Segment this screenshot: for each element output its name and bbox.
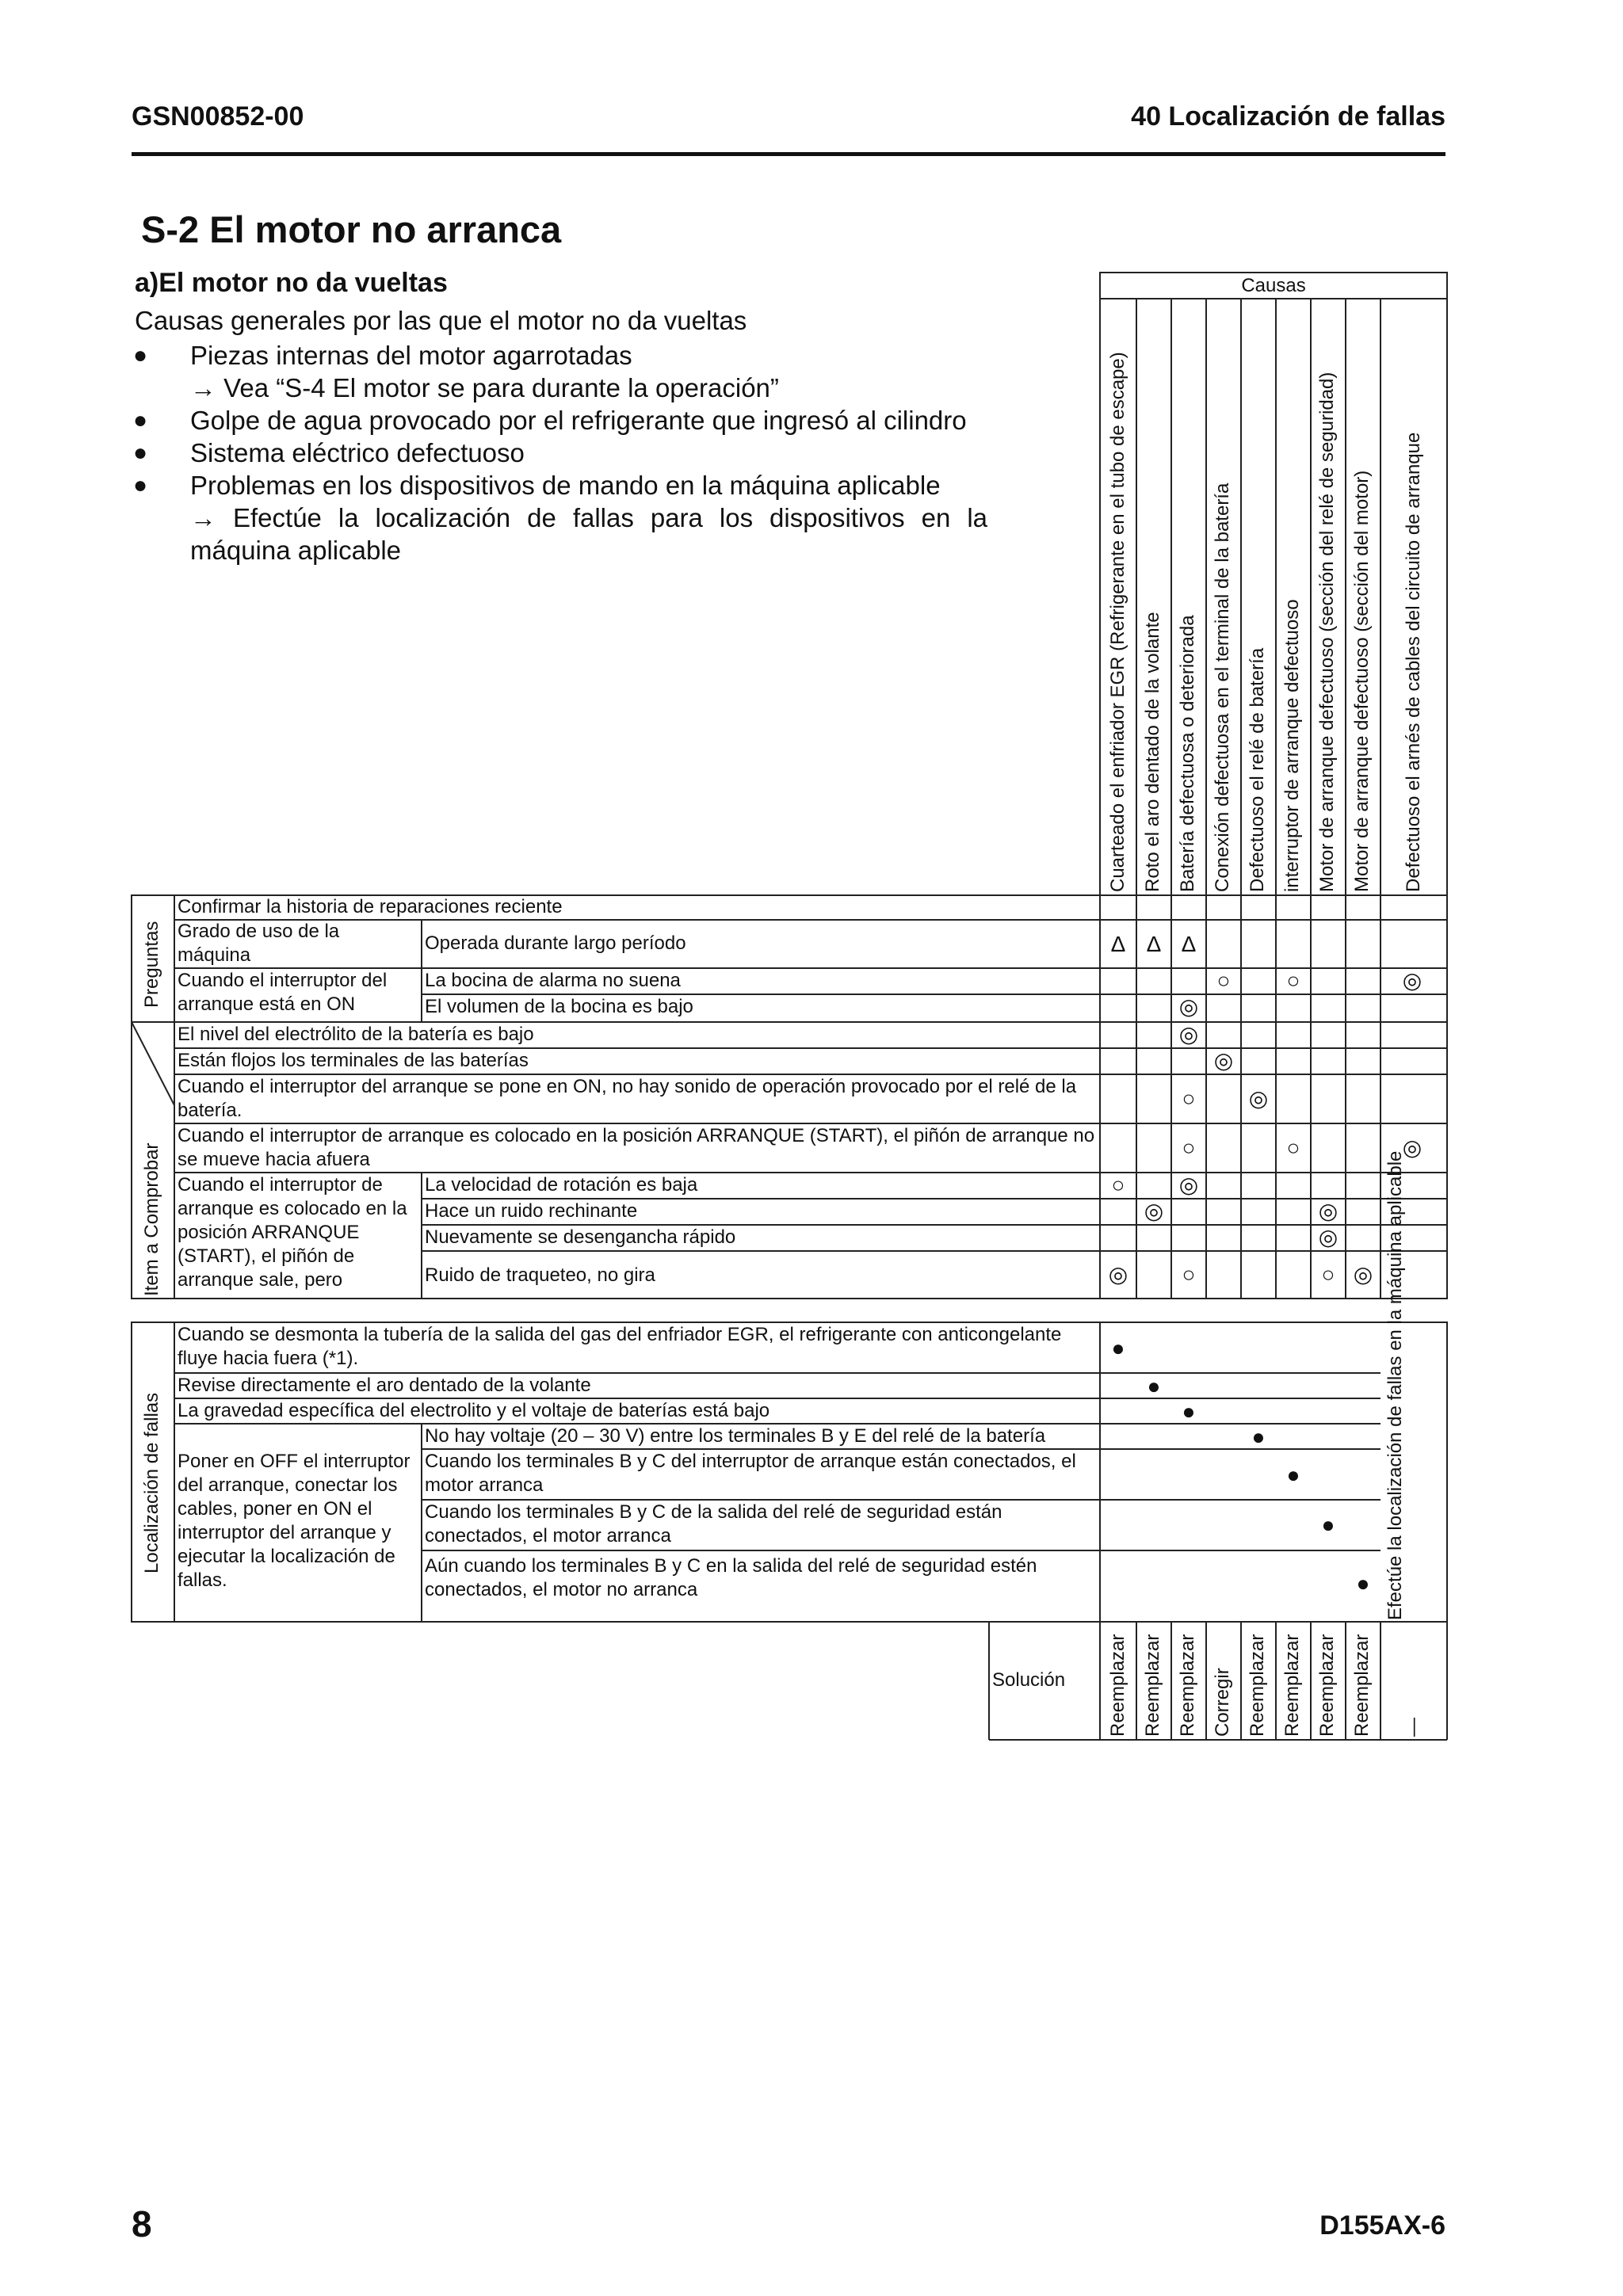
cause-label: Motor de arranque defectuoso (sección del motor) <box>1351 470 1373 892</box>
double-circle-icon: ◎ <box>1402 968 1423 993</box>
model-name: D155AX-6 <box>1319 2210 1445 2241</box>
bullet-text: Piezas internas del motor agarrotadas <box>190 341 632 370</box>
dot-icon: ● <box>1182 1399 1196 1424</box>
question-machine-usage-value: Operada durante largo período <box>425 933 686 954</box>
solution-value: Reemplazar <box>1281 1634 1303 1737</box>
bullet-icon: ● <box>133 472 148 498</box>
bullet-icon: ● <box>133 440 148 466</box>
triangle-icon: Δ <box>1110 932 1126 956</box>
troubleshoot-battery-voltage: La gravedad específica del electrolito y el voltaje de baterías está bajo <box>178 1400 770 1421</box>
double-circle-icon: ◎ <box>1213 1048 1234 1073</box>
dot-icon: ● <box>1147 1374 1161 1398</box>
intro-text: Causas generales por las que el motor no da vueltas <box>135 306 747 335</box>
document-code: GSN00852-00 <box>132 101 304 132</box>
solution-value: Reemplazar <box>1177 1634 1198 1737</box>
cause-label: Conexión defectuosa en el terminal de la batería <box>1212 482 1233 892</box>
cause-label: Roto el aro dentado de la volante <box>1142 612 1163 892</box>
bullet-text: Problemas en los dispositivos de mando en la máquina aplicable <box>190 471 941 500</box>
triangle-icon: Δ <box>1146 932 1162 956</box>
section-title: 40 Localización de fallas <box>1131 101 1445 132</box>
circle-icon: ○ <box>1182 1262 1196 1287</box>
solution-value: Reemplazar <box>1316 1634 1338 1737</box>
solution-value: — <box>1403 1718 1424 1737</box>
double-circle-icon: ◎ <box>1178 1173 1199 1197</box>
page-title: S-2 El motor no arranca <box>141 208 562 250</box>
questions-section-label: Preguntas <box>141 921 162 1008</box>
solution-value: Corregir <box>1212 1668 1233 1737</box>
causes-header: Causas <box>1241 275 1306 296</box>
cause-label: Defectuoso el relé de batería <box>1247 647 1268 892</box>
check-items-section-label: Item a Comprobar <box>141 1142 162 1296</box>
cause-label: Defectuoso el arnés de cables del circuito de arranque <box>1403 432 1424 892</box>
solution-label: Solución <box>992 1669 1066 1691</box>
cause-label: Batería defectuosa o deteriorada <box>1177 615 1198 892</box>
triangle-icon: Δ <box>1181 932 1197 956</box>
check-electrolyte-low: El nivel del electrólito de la batería es bajo <box>178 1024 534 1045</box>
check-loose-terminals: Están flojos los terminales de las baterías <box>178 1050 529 1071</box>
cause-label: Motor de arranque defectuoso (sección del relé de seguridad) <box>1316 372 1338 892</box>
circle-icon: ○ <box>1182 1135 1196 1160</box>
troubleshoot-still-no-start: Aún cuando los terminales B y C en la salida del relé de seguridad estén conectados, el motor no arranca <box>425 1555 1037 1600</box>
troubleshooting-section-label: Localización de fallas <box>141 1392 162 1573</box>
cause-label: interruptor de arranque defectuoso <box>1281 599 1303 892</box>
solution-value: Reemplazar <box>1142 1634 1163 1737</box>
troubleshoot-egr-coolant: Cuando se desmonta la tubería de la salida del gas del enfriador EGR, el refrigerante con anticongelante fluye hacia fuera (*1). <box>178 1324 1062 1369</box>
circle-icon: ○ <box>1216 968 1231 993</box>
question-repair-history: Confirmar la historia de reparaciones reciente <box>178 896 563 917</box>
circle-icon: ○ <box>1321 1262 1335 1287</box>
machine-troubleshoot-note: Efectúe la localización de fallas en la máquina aplicable <box>1384 1150 1406 1620</box>
bullet-text: Golpe de agua provocado por el refrigerante que ingresó al cilindro <box>190 406 967 435</box>
troubleshoot-switch-bc: Cuando los terminales B y C del interruptor de arranque están conectados, el motor arranca <box>425 1451 1076 1496</box>
check-no-relay-sound: Cuando el interruptor del arranque se pone en ON, no hay sonido de operación provocado por el relé de la batería. <box>178 1076 1077 1121</box>
subsection-title: a)El motor no da vueltas <box>135 268 448 298</box>
check-disengages: Nuevamente se desengancha rápido <box>425 1226 736 1248</box>
bullet-subnote: → Efectúe la localización de fallas para los dispositivos en la máquina aplicable <box>190 503 987 565</box>
dot-icon: ● <box>1286 1463 1300 1487</box>
dot-icon: ● <box>1321 1512 1335 1537</box>
solution-value: Reemplazar <box>1351 1634 1373 1737</box>
question-switch-on: Cuando el interruptor del arranque está en ON <box>178 970 388 1015</box>
circle-icon: ○ <box>1286 1135 1300 1160</box>
check-pinion-not-out: Cuando el interruptor de arranque es colocado en la posición ARRANQUE (START), el piñón de arranque no se mueve hacia afuera <box>178 1125 1095 1170</box>
double-circle-icon: ◎ <box>1144 1199 1164 1223</box>
double-circle-icon: ◎ <box>1248 1086 1269 1111</box>
double-circle-icon: ◎ <box>1178 994 1199 1019</box>
question-horn-low: El volumen de la bocina es bajo <box>425 996 693 1017</box>
check-low-speed: La velocidad de rotación es baja <box>425 1174 698 1196</box>
solution-value: Reemplazar <box>1247 1634 1268 1737</box>
double-circle-icon: ◎ <box>1108 1262 1128 1287</box>
troubleshoot-ring-gear: Revise directamente el aro dentado de la volante <box>178 1375 591 1396</box>
circle-icon: ○ <box>1286 968 1300 993</box>
double-circle-icon: ◎ <box>1318 1225 1338 1249</box>
circle-icon: ○ <box>1182 1086 1196 1111</box>
troubleshoot-procedure: Poner en OFF el interruptor del arranque, conectar los cables, poner en ON el interruptor del arranque y ejecutar la localización de fallas. <box>178 1451 411 1591</box>
question-horn-no-sound: La bocina de alarma no suena <box>425 970 681 991</box>
cause-label: Cuarteado el enfriador EGR (Refrigerante en el tubo de escape) <box>1107 352 1128 892</box>
check-rattle-noise: Ruido de traqueteo, no gira <box>425 1264 655 1286</box>
circle-icon: ○ <box>1111 1173 1125 1197</box>
double-circle-icon: ◎ <box>1318 1199 1338 1223</box>
bullet-icon: ● <box>133 407 148 433</box>
check-grinding-noise: Hace un ruido rechinante <box>425 1200 638 1222</box>
page-number: 8 <box>132 2203 152 2245</box>
double-circle-icon: ◎ <box>1178 1022 1199 1047</box>
solution-value: Reemplazar <box>1107 1634 1128 1737</box>
double-circle-icon: ◎ <box>1353 1262 1373 1287</box>
dot-icon: ● <box>1111 1336 1125 1360</box>
question-machine-usage: Grado de uso de la máquina <box>178 921 340 966</box>
troubleshoot-no-voltage: No hay voltaje (20 – 30 V) entre los terminales B y E del relé de la batería <box>425 1425 1046 1447</box>
dot-icon: ● <box>1356 1571 1370 1596</box>
bullet-icon: ● <box>133 342 148 368</box>
bullet-text: Sistema eléctrico defectuoso <box>190 438 525 467</box>
bullet-subnote: → Vea “S-4 El motor se para durante la operación” <box>190 373 779 402</box>
troubleshoot-safety-relay-bc: Cuando los terminales B y C de la salida del relé de seguridad están conectados, el motor arranca <box>425 1501 1002 1547</box>
double-circle-icon: ◎ <box>1402 1135 1423 1160</box>
dot-icon: ● <box>1251 1425 1266 1449</box>
check-pinion-out-but: Cuando el interruptor de arranque es colocado en la posición ARRANQUE (START), el piñón de arranque sale, pero <box>178 1174 407 1291</box>
